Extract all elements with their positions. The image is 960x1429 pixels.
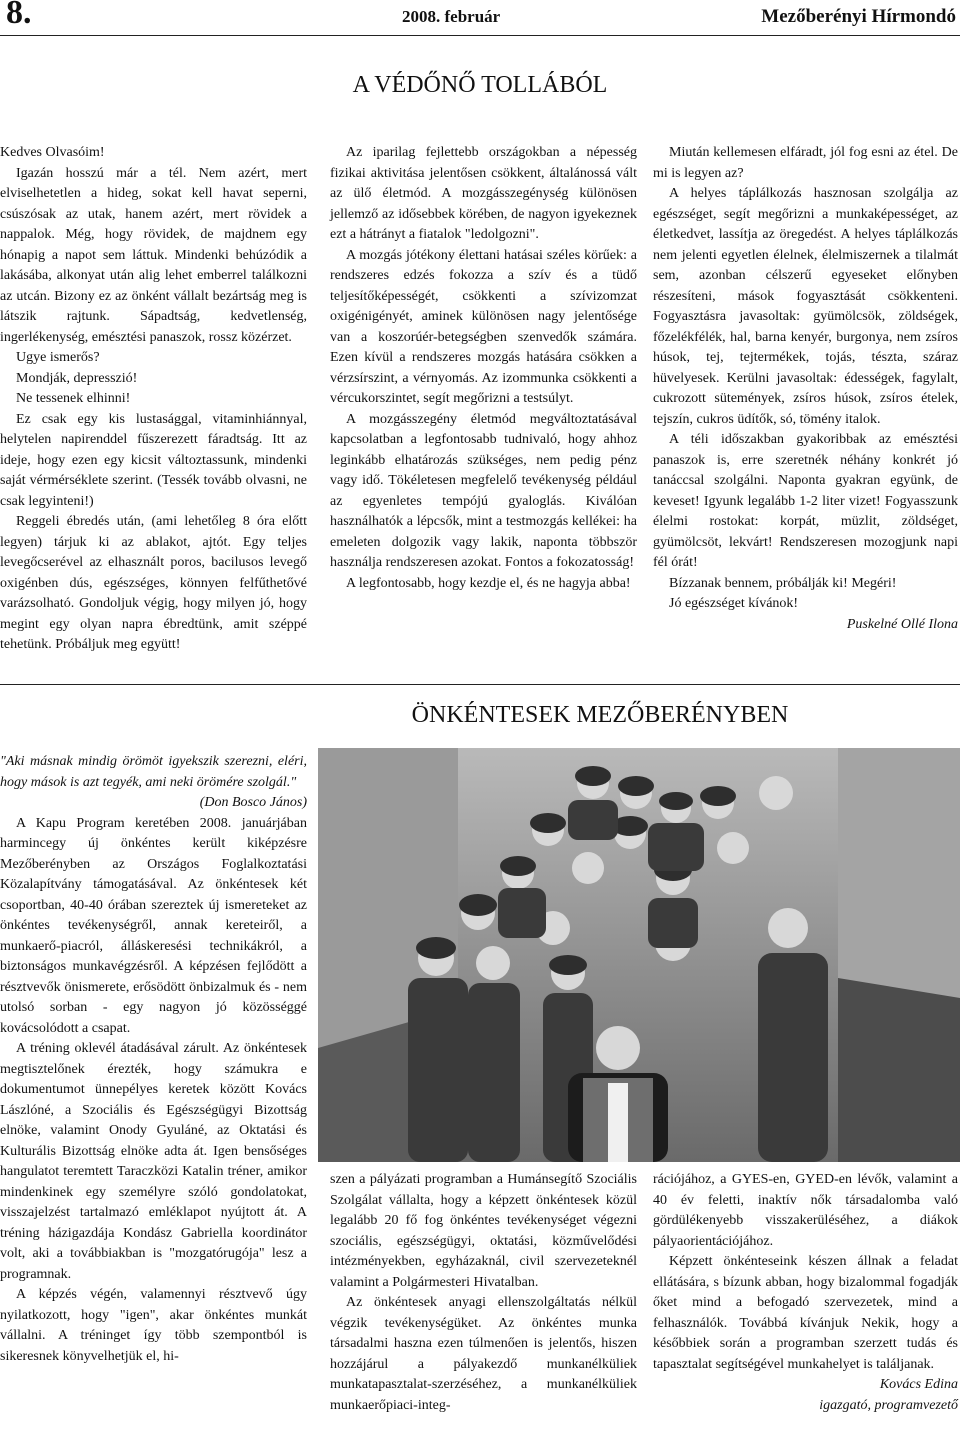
article-divider [0, 684, 960, 685]
paragraph: rációjához, a GYES-en, GYED-en lévők, valamint a 40 év feletti, inaktív nők társadalomba való gördülékenyebb visszakerüléséhez, a diákok pályaorientációjához. [653, 1172, 958, 1249]
paragraph: Igazán hosszú már a tél. Nem azért, mert elviselhetetlen a hideg, sokat kell havat seperni, csúszósak az utak, hanem azért, mert rövidek a nappalok. Még, hogy rövidek, de majdnem egy hónapig a napot sem láttuk. Mindenki behúzódik a lakásába, alkonyat után alig lehet emberrel találkozni az utcán. Bizony ez az önként vállalt bezártság meg is látszik rajtunk. Sápadtság, kedvetlenség, ingerlékenység, emésztési panaszok, rossz közérzet. [0, 165, 307, 345]
paragraph: A mozgásszegény életmód megváltoztatásával kapcsolatban a legfontosabb tudnivaló, hogy ahhoz leginkább elhatározás szükséges, nem pedig pénz vagy idő. Tökéletesen megfelelő tevékenység például az egyenletes tempójú gyaloglás. Kiválóan használhatók a lépcsők, mint a testmozgás kellékei: ha emeleten dolgozik vagy lakik, naponta többször használja rendszeresen azokat. Fontos a fokozatosság! [330, 411, 637, 570]
paragraph: Az önkéntesek anyagi ellenszolgáltatás nélkül végzik tevékenységüket. Az önkéntes munka társadalmi haszna ezen túlmenően is jelentős, hiszen hozzájárul a pályakezdő munkanélküliek munkatapasztalat-szerzéséhez, a munkanélküliek munkaerőpiaci-integ- [330, 1295, 637, 1413]
header-rule [0, 35, 960, 36]
paragraph: A tréning oklevél átadásával zárult. Az önkéntesek megtisztelőnek érezték, hogy számukra e dokumentumot ünnepélyes keretek között Kovács Lászlóné, a Szociális és Egészségügyi Bizottság elnöke, valamint Onody Gyuláné, az Oktatási és Kulturális Bizottság elnöke adta át. Igen bensőséges hangulatot teremtett Taraczközi Katalin tréner, amikor mindenkinek egy személyre szóló gondolatokat, visszajelzést tartalmazó emléklapot nyújtott át. A tréning házigazdája Kondász Gabriella koordinátor volt, aki a továbbiakban is "mozgatórugója" lesz a programnak. [0, 1041, 307, 1282]
article1-column-1 [0, 143, 307, 656]
motto-quote: "Aki másnak mindig örömöt igyekszik szerezni, eléri, hogy mások is azt tegyék, ami neki örömére szolgál." [0, 754, 307, 790]
publication-name: Mezőberényi Hírmondó [761, 6, 956, 27]
article1-column-2 [330, 143, 637, 594]
author-signature: Puskelné Ollé Ilona [846, 616, 958, 632]
author-title: igazgató, programvezető [819, 1397, 958, 1413]
author-name: Kovács Edina [879, 1377, 958, 1392]
paragraph: Képzett önkénteseink készen állnak a feladat ellátására, s bízunk abban, hogy bizalommal fogadják őket mind a befogadó szervezetek, mind a felhasználók. Továbbá kívánjuk Nekik, hogy a későbbiek során a programban szerzett tudás és tapasztalat segítségével munkahelyet is találjanak. [653, 1254, 958, 1372]
paragraph: A téli időszakban gyakoribbak az emésztési panaszok is, erre szeretnék néhány konkrét jó tanáccsal szolgálni. Naponta gyakran együnk, de keveset! Igyunk legalább 1-2 liter vizet! Fogyasszunk élelmi rostokat: korpát, müzlit, zöldséget, gyümölcsöt, lekvárt! Rendszeresen mozogjunk napi fél órát! [653, 432, 958, 570]
page-number: 8. [6, 0, 32, 31]
paragraph: Kedves Olvasóim! [0, 145, 105, 160]
volunteers-group-photo [318, 748, 960, 1162]
article1-column-3 [653, 143, 958, 635]
paragraph: Az iparilag fejlettebb országokban a népesség fizikai aktivitása jelentősen csökkent, általánossá vált az ülő életmód. A mozgásszegénység különösen jellemző az idősebbek körében, de nagyon igyekeznek ezt a hátrányt a fiatalok "ledolgozni". [330, 145, 637, 242]
paragraph: Jó egészséget kívánok! [669, 596, 799, 611]
article2-column-2 [330, 1170, 637, 1416]
paragraph: Ne tessenek elhinni! [16, 391, 131, 406]
paragraph: A helyes táplálkozás hasznosan szolgálja az egészséget, segít megőrizni a munkaképességet, az életkedvet, lassítja az öregedést. A helyes táplálkozás nem jelenti egyetlen élelnek, élelmiszernek a tilalmát sem, azonban célszerű egyeseket előnyben részesíteni, mások fogyasztását csökkenteni. Fogyasztásra javasoltak: gyümölcsök, zöldségek, főzelékfélék, hal, barna kenyér, burgonya, nem zsíros húsok, tej, tejtermékek, tojás, tészta, száraz hüvelyesek. Kerülni javasoltak: édességek, fagylalt, cukrozott sütemények, zsíros húsok, zsíros ételek, tejszín, cukros üdítők, só, tömény italok. [653, 186, 958, 427]
paragraph: A képzés végén, valamennyi résztvevő úgy nyilatkozott, hogy "igen", akar önkéntes munkát vállalni. A tréninget így több szempontból is sikeresnek könyvelhetjük el, hi- [0, 1287, 307, 1364]
paragraph: Miután kellemesen elfáradt, jól fog esni az étel. De mi is legyen az? [653, 145, 958, 181]
paragraph: Mondják, depresszió! [16, 370, 138, 386]
paragraph: Ugye ismerős? [16, 350, 100, 365]
paragraph: A Kapu Program keretében 2008. januárjában harmincegy új önkéntes került kiképzésre Mezőberényben az Országos Foglalkoztatási Közalapítvány támogatásával. Az önkéntesek két csoportban, 40-40 órában szereztek új ismereteket az önkéntes tevékenységről, annak kereteiről, a munkaerő-piacról, álláskeresési technikákról, a biztonságos munkavégzésről. A képzésen fejlődött a résztvevők önismerete, erősödött önbizalmuk és - nem utolsó sorban - egy nagyon jó közösséggé kovácsolódott a csapat. [0, 815, 307, 1036]
paragraph: Ez csak egy kis lustasággal, vitaminhiánnyal, helytelen napirenddel fűszerezett fáradtság. Itt az ideje, hogy ezen egy kicsit változtassunk, mindenki saját vérmérséklete szerint. (Tessék tovább olvasni, ne csak legyinteni!) [0, 411, 307, 509]
article2-title: ÖNKÉNTESEK MEZŐBERÉNYBEN [411, 702, 789, 728]
page-header [0, 0, 960, 34]
paragraph: szen a pályázati programban a Humánsegítő Szociális Szolgálat vállalta, hogy a képzett önkéntesek közül legalább 20 fő fog önkéntes tevékenységet végezni szociális, egészségügyi, oktatási, közművelődési intézményekben, egyházaknál, civil szervezeteknél valamint a Polgármesteri Hivatalban. [330, 1172, 637, 1290]
paragraph: Bízzanak bennem, próbálják ki! Megéri! [669, 575, 897, 591]
photo-illustration [318, 748, 960, 1162]
article2-column-1 [0, 752, 307, 1367]
paragraph: A legfontosabb, hogy kezdje el, és ne hagyja abba! [346, 575, 631, 591]
article1-title: A VÉDŐNŐ TOLLÁBÓL [352, 72, 608, 98]
paragraph: Reggeli ébredés után, (ami lehetőleg 8 óra előtt legyen) tárjuk ki az ablakot, ajtót. Egy teljes levegőcserével az elhasznált poros, bacilusos levegő oxigénben dús, egészséges, könnyen felfűthetővé varázsolható. Gondoljuk végig, hogy milyen jó, hogy megint egy olyan napra ébredtünk, amit széppé tehetünk. Próbáljuk meg együtt! [0, 514, 307, 652]
quote-author: (Don Bosco János) [199, 795, 307, 810]
article2-column-3 [653, 1170, 958, 1416]
issue-date: 2008. február [402, 7, 501, 26]
paragraph: A mozgás jótékony élettani hatásai széles körűek: a rendszeres edzés fokozza a szív és a tüdő teljesítőképességét, csökkenti a szívizomzat oxigénigényét, aminek különösen nagy jelentősége van a koszorúér-betegségben szenvedők számára. Ezen kívül a rendszeres mozgás hatására csökken a vérzsírszint, a vérnyomás. Az izommunka csökkenti a vércukorszintet, segít megőrizni a testsúlyt. [330, 247, 637, 406]
